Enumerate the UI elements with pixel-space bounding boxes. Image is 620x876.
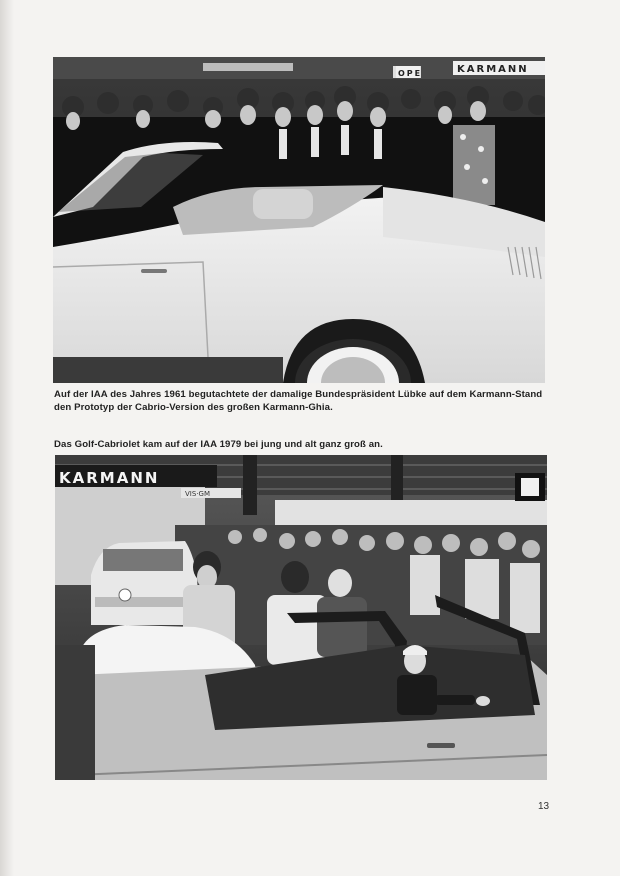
sign-karmann-1961: KARMANN xyxy=(457,64,529,75)
caption-photo-2: Das Golf-Cabriolet kam auf der IAA 1979 bei jung und alt ganz groß an. xyxy=(54,439,383,450)
sign-ope: OPE xyxy=(398,69,423,78)
caption-photo-1: Auf der IAA des Jahres 1961 begutachtete der damalige Bundespräsident Lübke auf dem Karmann-Stand den Prototyp der Cabrio-Version des großen Karmann-Ghia. xyxy=(54,389,543,413)
photo-iaa-1979-golf-cabriolet xyxy=(55,455,547,780)
sign-karmann-1979: KARMANN xyxy=(59,469,160,487)
page-number: 13 xyxy=(538,801,550,812)
page-binding-shadow xyxy=(0,0,14,876)
sign-vis-gm: VIS·GM xyxy=(185,490,210,498)
photo-iaa-1961-karmann-ghia xyxy=(53,57,545,383)
